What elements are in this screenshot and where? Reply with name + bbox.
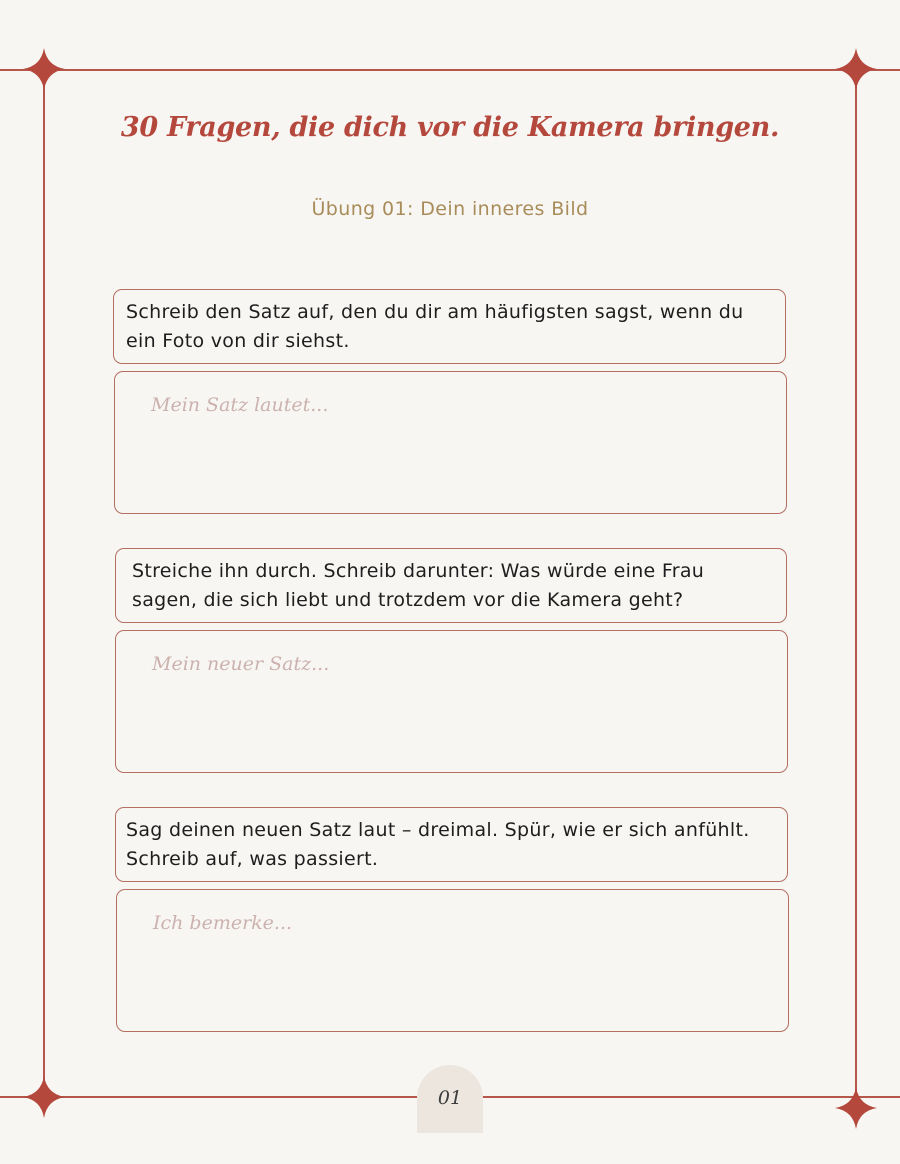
answer-field-1[interactable]: [114, 371, 787, 514]
answer-placeholder: Mein Satz lautet...: [151, 394, 329, 416]
sparkle-star-icon: [835, 48, 877, 90]
exercise-subtitle: Übung 01: Dein inneres Bild: [311, 198, 589, 220]
question-box-2: [115, 548, 787, 623]
question-text: Schreib den Satz auf, den du dir am häufigsten sagst, wenn du ein Foto von dir siehst.: [126, 301, 744, 352]
question-box-1: [113, 289, 786, 364]
question-box-3: [115, 807, 788, 882]
frame-left-line: [43, 69, 45, 1097]
answer-field-3[interactable]: [116, 889, 789, 1032]
sparkle-star-icon: [23, 48, 65, 90]
page-number: 01: [437, 1087, 463, 1109]
frame-top-line: [0, 69, 900, 71]
frame-right-line: [855, 69, 857, 1097]
sparkle-star-icon: [23, 1076, 65, 1118]
answer-field-2[interactable]: [115, 630, 788, 773]
question-text: Sag deinen neuen Satz laut – dreimal. Spür, wie er sich anfühlt. Schreib auf, was passiert.: [126, 819, 750, 870]
question-text: Streiche ihn durch. Schreib darunter: Was würde eine Frau sagen, die sich liebt und trotzdem vor die Kamera geht?: [132, 560, 705, 611]
answer-placeholder: Mein neuer Satz...: [152, 653, 330, 675]
sparkle-star-icon: [835, 1087, 877, 1129]
answer-placeholder: Ich bemerke...: [153, 912, 293, 934]
page-number-tab: [417, 1065, 483, 1133]
page-title: 30 Fragen, die dich vor die Kamera bringen.: [120, 112, 780, 143]
